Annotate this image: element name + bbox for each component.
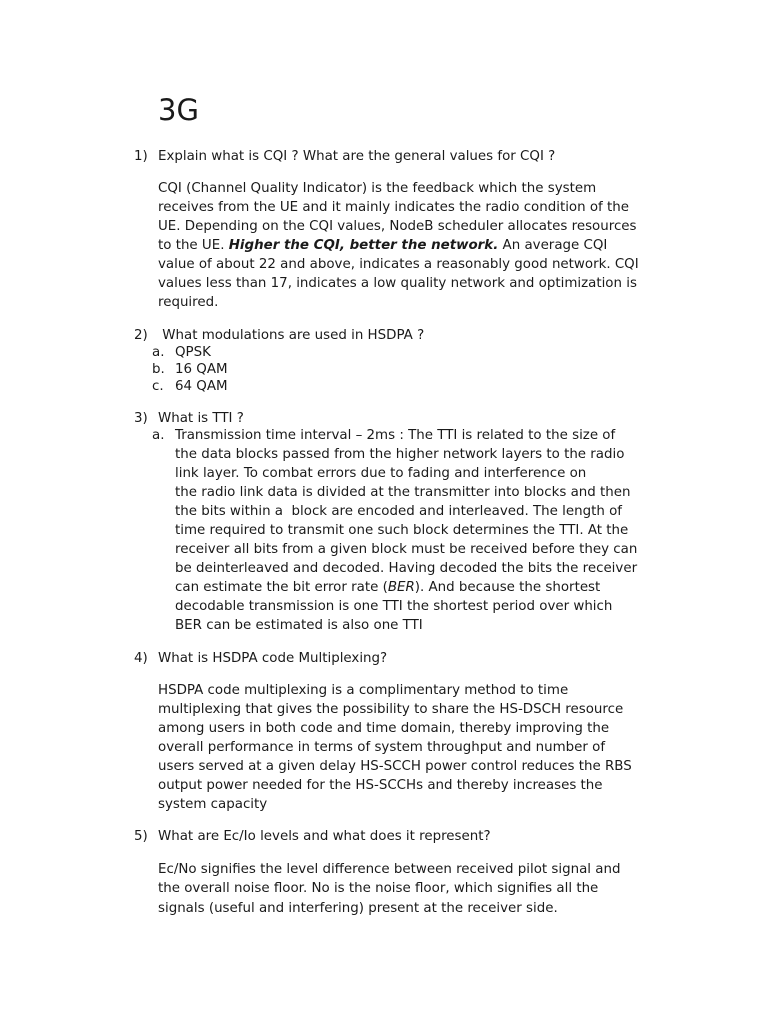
q1-number: 1) [134, 149, 148, 164]
q1-emphasis: Higher the CQI, better the network. [228, 238, 499, 253]
q3-answer-line: link layer. To combat errors due to fading and interference on [175, 466, 587, 481]
q2-number: 2) [134, 328, 148, 343]
q1-question: Explain what is CQI ? What are the general values for CQI ? [158, 149, 556, 164]
q1-line-text: An average CQI [498, 238, 608, 253]
q4-answer-line: among users in both code and time domain, thereby improving the [158, 721, 610, 736]
q2-item-letter: c. [152, 379, 164, 394]
q5-number: 5) [134, 829, 148, 844]
q3-item-letter: a. [152, 428, 165, 443]
q1-answer-line [158, 236, 607, 255]
q4-answer-line: users served at a given delay HS-SCCH power control reduces the RBS [158, 759, 632, 774]
q3-answer-line: the radio link data is divided at the transmitter into blocks and then [175, 485, 631, 500]
q3-answer-line: the data blocks passed from the higher network layers to the radio [175, 447, 625, 462]
q1-answer-line: UE. Depending on the CQI values, NodeB scheduler allocates resources [158, 219, 637, 234]
q3-answer-line [175, 578, 600, 597]
q3-ber-term: BER [387, 580, 415, 595]
q3-number: 3) [134, 411, 148, 426]
q4-number: 4) [134, 651, 148, 666]
q4-answer-line: system capacity [158, 797, 268, 812]
q2-item: 16 QAM [175, 362, 228, 377]
q2-question: What modulations are used in HSDPA ? [158, 328, 425, 343]
q2-item: QPSK [175, 345, 211, 360]
q5-question: What are Ec/Io levels and what does it represent? [158, 829, 491, 844]
q1-answer-line: values less than 17, indicates a low quality network and optimization is [158, 276, 637, 291]
q3-answer-line: decodable transmission is one TTI the shortest period over which [175, 599, 613, 614]
q3-answer-line: Transmission time interval – 2ms : The TTI is related to the size of [175, 428, 616, 443]
q2-item: 64 QAM [175, 379, 228, 394]
q3-answer-line: receiver all bits from a given block must be received before they can [175, 542, 638, 557]
q3-line-text: ). And because the shortest [414, 580, 601, 595]
q3-answer-line: be deinterleaved and decoded. Having decoded the bits the receiver [175, 561, 638, 576]
q5-answer-line: Ec/No signifies the level difference between received pilot signal and [158, 862, 621, 877]
q4-answer-line: output power needed for the HS-SCCHs and thereby increases the [158, 778, 603, 793]
q3-answer-line: time required to transmit one such block determines the TTI. At the [175, 523, 629, 538]
q4-answer-line: overall performance in terms of system throughput and number of [158, 740, 606, 755]
q1-answer-line: value of about 22 and above, indicates a reasonably good network. CQI [158, 257, 639, 272]
q1-line-text: to the UE. [158, 238, 229, 253]
q3-question: What is TTI ? [158, 411, 244, 426]
q4-answer-line: HSDPA code multiplexing is a complimentary method to time [158, 683, 569, 698]
q1-answer-line: receives from the UE and it mainly indicates the radio condition of the [158, 200, 630, 215]
document-title: 3G [158, 93, 199, 127]
q3-line-text: can estimate the bit error rate ( [175, 580, 388, 595]
q5-answer-line: the overall noise floor. No is the noise floor, which signifies all the [158, 881, 599, 896]
q1-answer-line: CQI (Channel Quality Indicator) is the feedback which the system [158, 181, 597, 196]
q2-item-letter: b. [152, 362, 165, 377]
q1-answer-line: required. [158, 295, 219, 310]
q3-answer-line: the bits within a block are encoded and interleaved. The length of [175, 504, 622, 519]
q5-answer-line: signals (useful and interfering) present at the receiver side. [158, 901, 558, 916]
q3-answer-line: BER can be estimated is also one TTI [175, 618, 423, 633]
q4-question: What is HSDPA code Multiplexing? [158, 651, 388, 666]
q2-item-letter: a. [152, 345, 165, 360]
q4-answer-line: multiplexing that gives the possibility to share the HS-DSCH resource [158, 702, 624, 717]
